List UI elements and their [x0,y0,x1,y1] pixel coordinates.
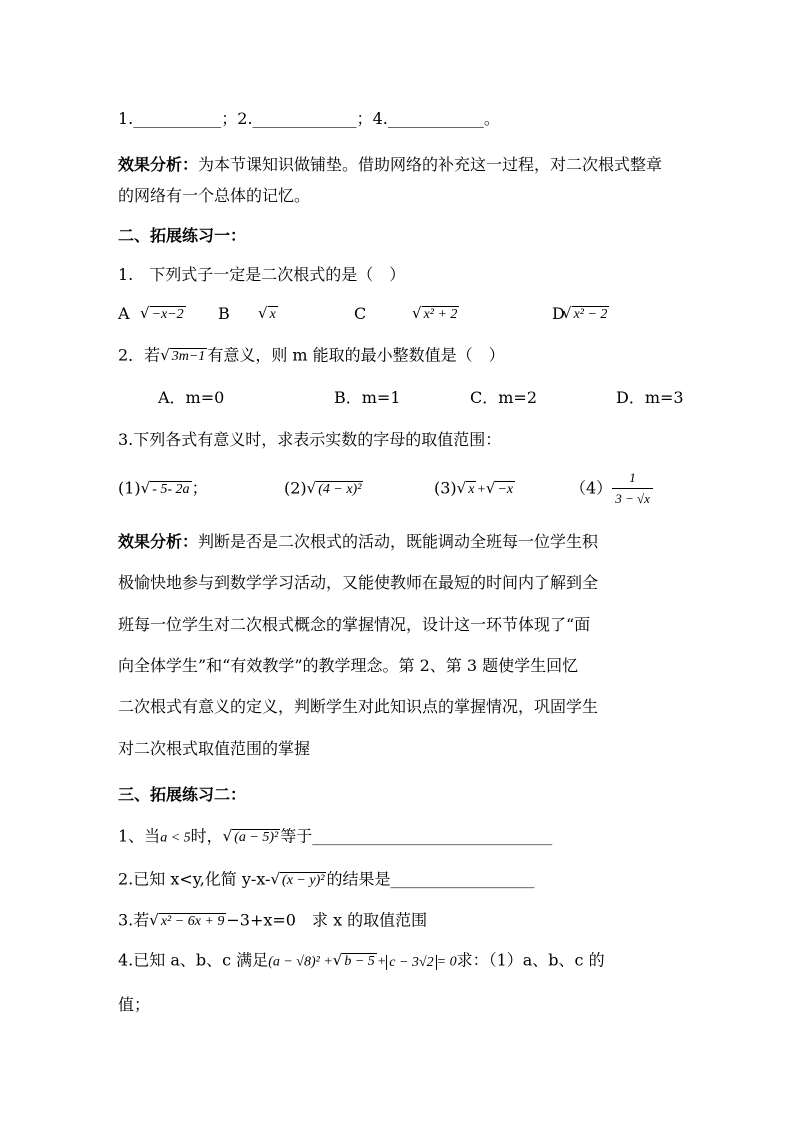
analysis-label: 效果分析： [118,155,199,174]
question-3-2: 2.已知 x<y,化简 y-x-√ (x − y)² 的结果是__________________ [118,869,535,889]
option-b-expr: √ x [258,304,276,322]
radical-icon: √ [485,479,496,497]
radical-icon: √ [306,479,317,497]
option-c: C．m=2 [470,388,538,407]
analysis-2-line-4: 向全体学生”和“有效教学”的教学理念。第 2、第 3 题使学生回忆 [118,656,579,675]
blank-2: _____________ [252,109,357,128]
analysis-text: 的网络有一个总体的记忆。 [118,186,311,205]
part-4: （4） $\frac{1}{3 - √x}$ [570,468,653,509]
radical-icon: √ [258,304,268,322]
blank-4: ____________ [387,109,484,128]
radical-icon: √ [456,479,467,497]
absolute-value: c − 3√2 [386,955,436,970]
analysis-label: 效果分析： [118,532,199,551]
analysis-2-line-1: 效果分析：判断是否是二次根式的活动，既能调动全班每一位学生积 [118,532,599,551]
item-number: 2. [237,109,253,128]
option-c-label: C [354,304,367,323]
question-2-2-stem: 2．若√ 3m−1 有意义，则 m 能取的最小整数值是（ ） [118,345,505,367]
question-2-3-stem: 3.下列各式有意义时，求表示实数的字母的取值范围： [118,430,502,449]
section-3-heading: 三、拓展练习二： [118,785,247,804]
analysis-2-line-5: 二次根式有意义的定义，判断学生对此知识点的掌握情况，巩固学生 [118,697,599,716]
part-2: (2)√ (4 − x)² [284,478,362,498]
analysis-text: 为本节课知识做铺垫。借助网络的补充这一过程，对二次根式整章 [198,155,663,174]
question-3-1: 1、当a < 5时，√ (a − 5)² 等于______________________________ [118,826,553,846]
analysis-1-line-1 [118,155,662,175]
option-d-expr: √ x² − 2 [562,304,608,322]
fill-line [118,109,500,129]
option-d: D．m=3 [616,388,684,407]
analysis-2-line-3: 班每一位学生对二次根式概念的掌握情况，设计这一环节体现了“面 [118,615,591,634]
question-3-4: 4.已知 a、b、c 满足(a − √8)² +√ b − 5 + c − 3√2 = 0求：（1）a、b、c 的 [118,950,605,970]
option-a-label: A [118,304,130,323]
question-3-3: 3.若√ x² − 6x + 9 −3+x=0 求 x 的取值范围 [118,910,428,930]
analysis-2-line-6: 对二次根式取值范围的掌握 [118,739,311,758]
item-number: 4. [372,109,388,128]
option-a-expr: √ −x−2 [140,304,184,322]
radical-icon: √ [222,827,233,845]
option-b-label: B [218,304,230,323]
separator: ； [221,109,238,128]
question-2-1-stem: 1. 下列式子一定是二次根式的是（ ） [118,265,406,284]
radical-icon: √ [562,304,572,322]
option-c-expr: √ x² + 2 [412,304,458,322]
fraction: $\frac{1}{3 - √x}$ [612,468,653,509]
radical-icon: √ [140,479,151,497]
radical-icon: √ [160,346,170,364]
question-3-4-line-2: 值； [118,995,151,1014]
analysis-1-line-2 [118,186,310,206]
option-d-label: D [552,304,565,323]
blank-1: ___________ [133,109,222,128]
radical-icon: √ [149,911,159,929]
option-b: B．m=1 [334,388,401,407]
answer-blank: __________________ [390,869,535,889]
radical-icon: √ [270,870,281,888]
part-1: (1)√ - 5- 2a ； [118,478,208,498]
separator: ； [356,109,373,128]
answer-blank: ______________________________ [312,826,553,846]
radical-icon: √ [140,304,150,322]
radical-icon: √ [412,304,422,322]
question-2-2-expr: √ 3m−1 [160,346,206,364]
period: 。 [483,109,500,128]
part-3: (3)√ x +√ −x [434,478,514,498]
section-2-heading: 二、拓展练习一： [118,226,247,245]
option-a: A．m=0 [158,388,225,407]
radical-icon: √ [332,951,343,969]
item-number: 1. [118,109,134,128]
analysis-2-line-2: 极愉快地参与到数学学习活动，又能使教师在最短的时间内了解到全 [118,573,599,592]
